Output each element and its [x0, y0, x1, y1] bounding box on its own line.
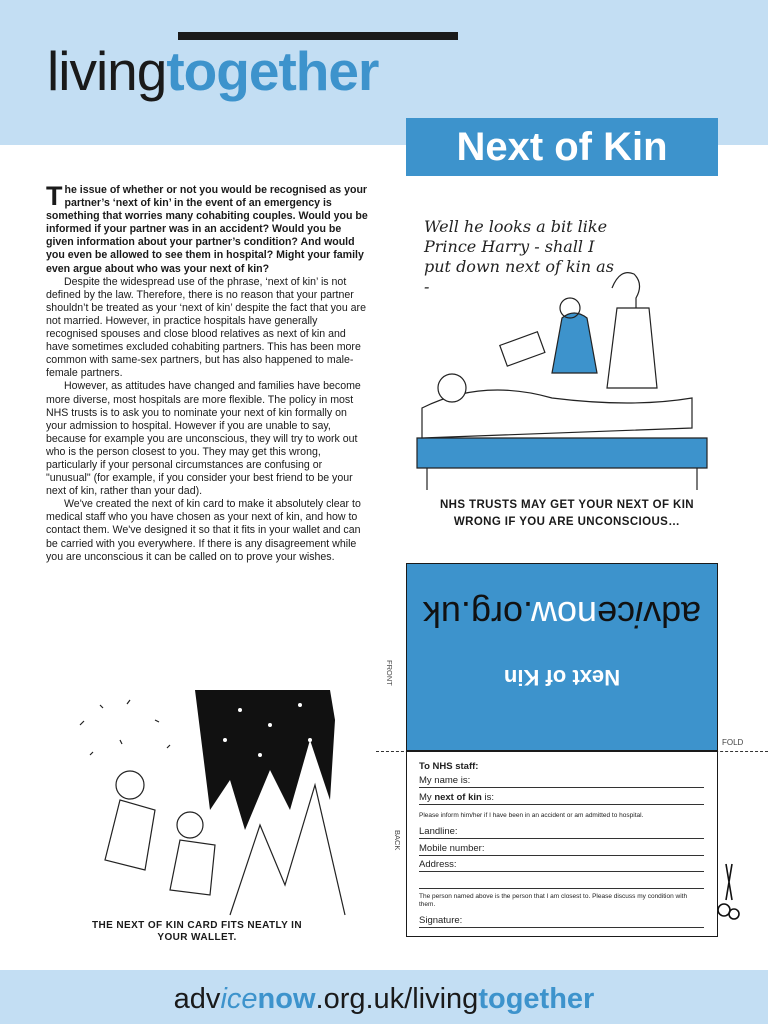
wallet-cartoon [70, 685, 370, 920]
card-url-part: ce [597, 594, 636, 635]
card-mobile-field[interactable]: Mobile number: [419, 843, 704, 856]
card-url-part: now [532, 594, 598, 635]
brand-together: together [166, 40, 379, 102]
brand-logo [47, 40, 378, 102]
to-staff-heading: To NHS staff: [419, 761, 479, 772]
hospital-cartoon-caption: NHS TRUSTS MAY GET YOUR NEXT OF KIN WRONG IF YOU ARE UNCONSCIOUS… [439, 499, 695, 528]
back-label: BACK [393, 830, 402, 851]
drop-cap: T [46, 181, 63, 211]
card-landline-field[interactable]: Landline: [419, 826, 704, 839]
kin-label-part: next of kin [434, 792, 482, 803]
card-address-field[interactable]: Address: [419, 859, 704, 872]
article-paragraph: Despite the widespread use of the phrase, ‘next of kin’ is not defined by the law. Therefore, there is no reason that your partner shouldn’t be treated as your ‘next of kin’ despite the fact that you are not married. However, in practice hospitals have generally recognised spouses and close blood relatives as next of kin and have sometimes excluded cohabiting partners. This has been more common with same-sex partners, but has also happened to male-female partners. [46, 275, 366, 380]
brand-living: living [47, 40, 167, 102]
article-paragraph: However, as attitudes have changed and families have become more diverse, most hospitals are more flexible. The policy in most NHS trusts is to ask you to nominate your next of kin formally on your admission to hospital. However if you are unable to say, because for example you are unconscious, they will try to work out who is the person closest to you. They may get this wrong, particularly if your personal circumstances are confusing or "unusual" (for example, if you consider your best friend to be your next of kin, rather than your dad). [46, 380, 361, 498]
wallet-cartoon-caption: THE NEXT OF KIN CARD FITS NEATLY IN YOUR WALLET. [92, 920, 302, 943]
page-title: Next of Kin [406, 118, 718, 176]
cartoon-speech-bubble: Well he looks a bit like Prince Harry - shall I put down next of kin as - [424, 217, 614, 296]
card-back [406, 751, 718, 937]
header-rule [178, 32, 458, 40]
card-next-of-kin-field[interactable] [419, 792, 704, 805]
fold-label: FOLD [722, 738, 744, 747]
footer-url-part: now [257, 983, 316, 1015]
scissors-icon [718, 862, 740, 926]
card-front [406, 563, 718, 751]
lead-text: he issue of whether or not you would be recognised as your partner’s ‘next of kin’ in the event of an emergency is something that worries many cohabiting couples. Would you be informed if your partner was in an accident? Would you be given information about your partner’s condition? And would you even be allowed to see them in hospital? Might your family even argue about who was your next of kin? [46, 184, 368, 275]
card-name-field[interactable]: My name is: [419, 775, 704, 788]
kin-label-part: My [419, 792, 435, 803]
card-address-line-2[interactable] [419, 877, 704, 889]
footer-url-part: adv [173, 983, 221, 1015]
article-lead [46, 181, 368, 276]
front-label: FRONT [385, 660, 394, 686]
card-inform-text: Please inform him/her if I have been in an accident or am admitted to hospital. [419, 812, 644, 819]
card-url-part: adv [643, 594, 702, 635]
card-front-title: Next of Kin [503, 665, 621, 690]
article-paragraph: We've created the next of kin card to make it absolutely clear to medical staff who you have chosen as your next of kin, and how to contact them. We've designed it so that it fits in your wallet and can be carried with you everywhere. If there is any disagreement while you are unconscious it can be called on to prove your wishes. [46, 498, 361, 563]
card-site-url [407, 594, 717, 634]
card-url-part: i [635, 594, 644, 635]
card-to-staff [419, 761, 478, 772]
footer-url[interactable] [0, 983, 768, 1015]
footer-url-part: together [478, 983, 595, 1015]
footer-url-part: .org.uk/living [315, 983, 479, 1015]
card-url-part: .org.uk [422, 594, 533, 635]
footer-url-part: ice [220, 983, 258, 1015]
kin-label-part: is: [481, 792, 494, 803]
card-closest-text: The person named above is the person that I am closest to. Please discuss my condition with them. [419, 893, 688, 908]
article-body [46, 181, 368, 564]
card-signature-field[interactable]: Signature: [419, 915, 704, 928]
